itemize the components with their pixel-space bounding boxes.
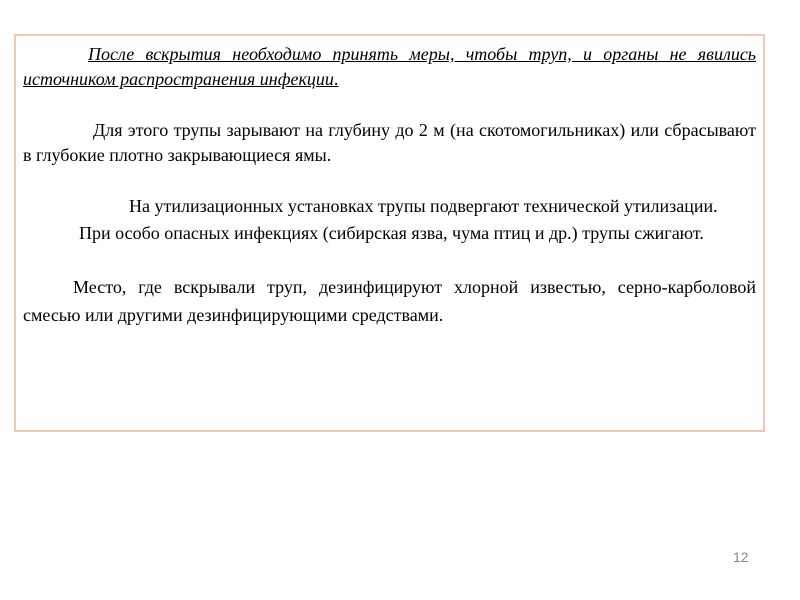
paragraph-utilization: На утилизационных установках трупы подвергают технической утилизации. <box>129 196 718 216</box>
paragraph-precautions-text: После вскрытия необходимо принять меры, чтобы труп, и органы не явились источником распространения инфекции <box>23 44 756 89</box>
paragraph-precautions <box>23 42 756 92</box>
paragraph-precautions-period: . <box>333 69 339 89</box>
paragraph-burial: Для этого трупы зарывают на глубину до 2 м (на скотомогильниках) или сбрасывают в глубокие плотно закрывающиеся ямы. <box>23 120 756 165</box>
text-box <box>14 34 765 432</box>
paragraph-incineration: При особо опасных инфекциях (сибирская язва, чума птиц и др.) трупы сжигают. <box>79 223 704 243</box>
paragraph-disinfection: Место, где вскрывали труп, дезинфицируют хлорной известью, серно-карболовой смесью или другими дезинфицирующими средствами. <box>23 277 756 325</box>
page-number: 12 <box>733 549 749 565</box>
